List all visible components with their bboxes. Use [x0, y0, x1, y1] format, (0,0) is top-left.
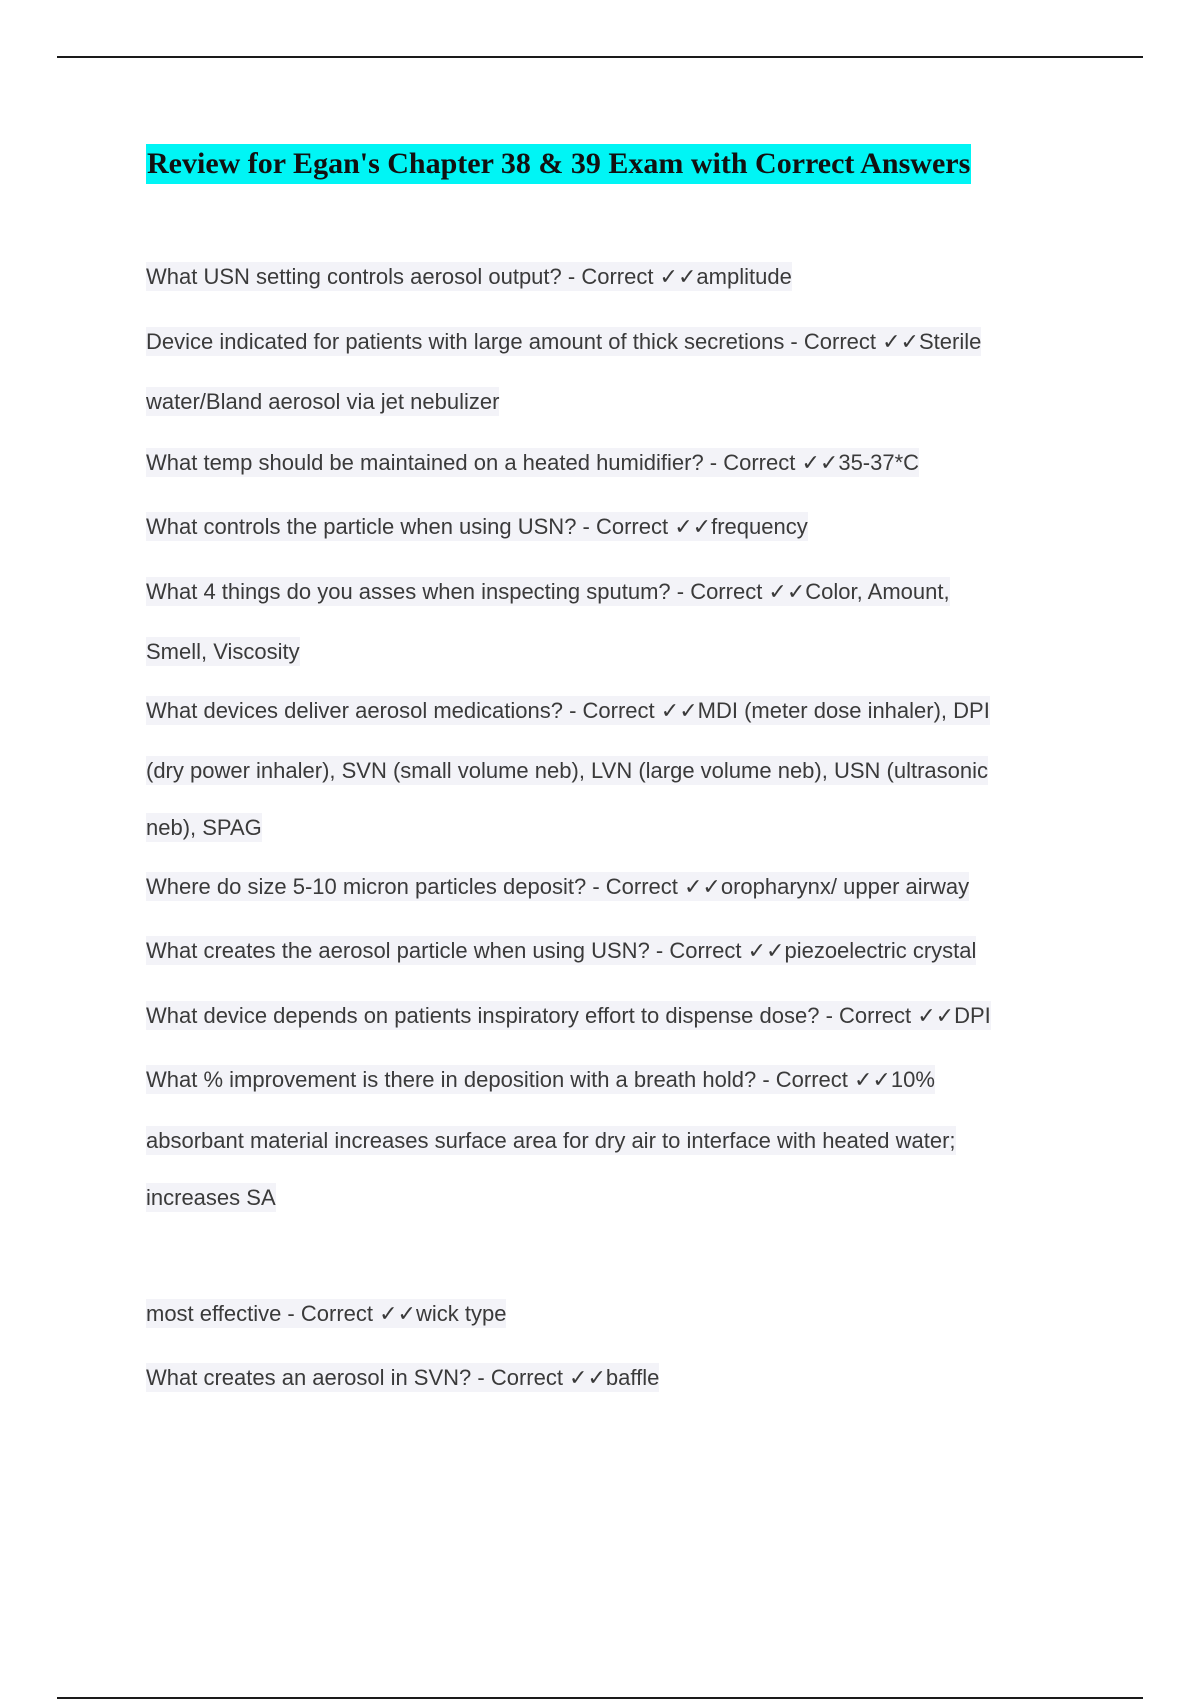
qa-line: What 4 things do you asses when inspecting sputum? - Correct ✓✓Color, Amount, — [146, 579, 950, 604]
qa-line: What device depends on patients inspiratory effort to dispense dose? - Correct ✓✓DPI — [146, 1003, 991, 1028]
top-rule — [57, 56, 1143, 58]
qa-line: What creates the aerosol particle when using USN? - Correct ✓✓piezoelectric crystal — [146, 938, 977, 963]
qa-line: What USN setting controls aerosol output? - Correct ✓✓amplitude — [146, 264, 792, 289]
qa-line: water/Bland aerosol via jet nebulizer — [146, 389, 500, 414]
qa-line: neb), SPAG — [146, 815, 262, 840]
qa-line: What % improvement is there in deposition with a breath hold? - Correct ✓✓10% — [146, 1067, 935, 1092]
qa-line: absorbant material increases surface area for dry air to interface with heated water; — [146, 1128, 956, 1153]
qa-line: Smell, Viscosity — [146, 639, 300, 664]
qa-line: What temp should be maintained on a heated humidifier? - Correct ✓✓35-37*C — [146, 450, 920, 475]
qa-line: What controls the particle when using USN? - Correct ✓✓frequency — [146, 514, 808, 539]
qa-line: What devices deliver aerosol medications? - Correct ✓✓MDI (meter dose inhaler), DPI — [146, 698, 990, 723]
qa-line: Device indicated for patients with large amount of thick secretions - Correct ✓✓Sterile — [146, 329, 982, 354]
qa-line: What creates an aerosol in SVN? - Correct ✓✓baffle — [146, 1365, 660, 1390]
qa-line: increases SA — [146, 1185, 276, 1210]
qa-line: (dry power inhaler), SVN (small volume neb), LVN (large volume neb), USN (ultrasonic — [146, 758, 989, 783]
document-title: Review for Egan's Chapter 38 & 39 Exam with Correct Answers — [146, 144, 971, 184]
qa-line: Where do size 5-10 micron particles deposit? - Correct ✓✓oropharynx/ upper airway — [146, 874, 970, 899]
bottom-rule — [57, 1697, 1143, 1699]
qa-line: most effective - Correct ✓✓wick type — [146, 1301, 507, 1326]
